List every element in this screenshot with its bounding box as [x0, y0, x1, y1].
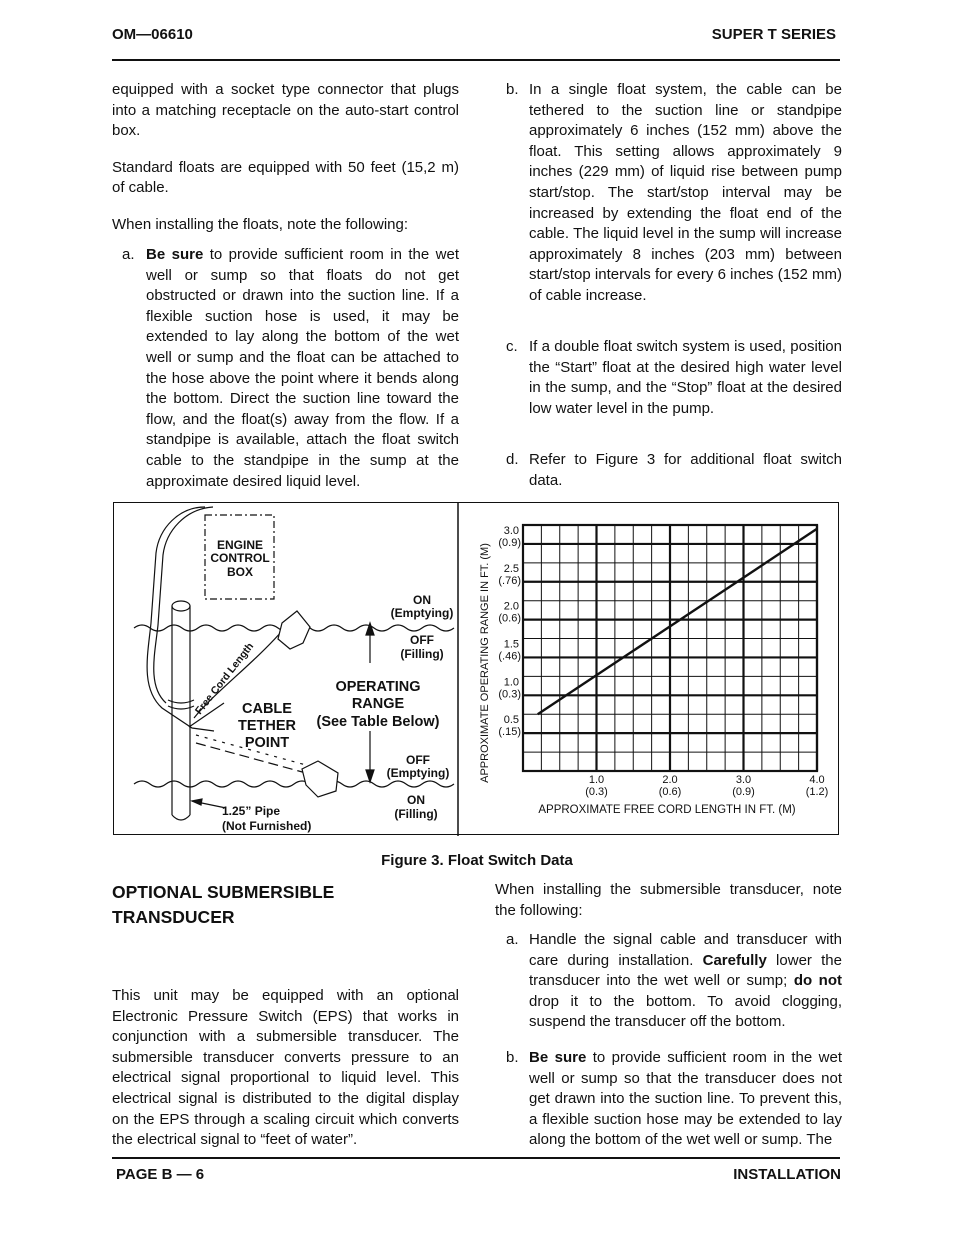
list-label-d: d. [506, 451, 519, 468]
y-tick-sublabel: (.76) [498, 574, 521, 587]
left-column [112, 80, 459, 236]
doc-number: OM—06610 [112, 26, 193, 43]
range-label-3: (See Table Below) [316, 714, 440, 730]
y-tick-label: 2.0 [503, 600, 519, 613]
list-item-d [506, 450, 842, 491]
page-number: PAGE B — 6 [116, 1166, 205, 1183]
box-label-2: CONTROL [210, 551, 270, 565]
list-item-a [122, 245, 459, 492]
tether-label-2: TETHER [238, 718, 296, 734]
x-tick-sublabel: (1.2) [805, 786, 829, 798]
cable-inner [154, 507, 213, 703]
cord-length-label: Free Cord Length [192, 640, 257, 717]
tether-label-1: CABLE [242, 701, 292, 717]
transducer-item-b [506, 1048, 842, 1151]
chapter-name: INSTALLATION [733, 1166, 841, 1183]
y-tick-label: 0.5 [503, 714, 519, 727]
section-title-line-2: TRANSDUCER [112, 907, 235, 927]
on-bottom-label: ON [407, 793, 425, 807]
x-tick-label: 4.0 [809, 774, 825, 786]
range-chart [479, 525, 828, 816]
y-tick-sublabel: (0.6) [498, 612, 521, 625]
x-tick-sublabel: (0.9) [732, 786, 755, 798]
x-tick-label: 2.0 [662, 774, 678, 786]
list-item-c [506, 337, 842, 419]
pipe-top [172, 601, 190, 611]
range-arrow-down [366, 770, 374, 782]
low-water-line [134, 781, 454, 787]
off-bottom-label: OFF [406, 753, 430, 767]
upper-float [278, 611, 310, 649]
pipe-leader-arrow [192, 799, 202, 805]
left-paragraph-2: Standard floats are equipped with 50 feet (15,2 m) of cable. [112, 158, 459, 197]
pipe-bottom [172, 815, 190, 820]
lower-float [302, 761, 338, 797]
y-tick-label: 1.0 [503, 676, 519, 689]
header-rule [112, 59, 840, 61]
x-axis-label: APPROXIMATE FREE CORD LENGTH IN FT. (M) [538, 804, 796, 816]
x-tick-label: 3.0 [735, 774, 752, 786]
left-paragraph-3: When installing the floats, note the following: [112, 215, 409, 233]
list-a-text: to provide sufficient room in the wet well or sump so that floats do not get obstructed or drawn into the suction line. If a flexible suction hose is used, it may be extended to lay along the bottom of the wet well or sump and the float can be attached to the hose above the point where it bends along the bottom. Direct the suction line toward the flow, and the float(s) away from the flow. If a standpipe is available, attach the float switch cable to the standpipe in the sump at the approximate desired liquid level. [146, 246, 459, 490]
footer-rule [112, 1157, 840, 1159]
list-a-bold: Be sure [146, 246, 204, 263]
transducer-b-text: to provide sufficient room in the wet well or sump so that the transducer does not get drawn into the suction line. To prevent this, a flexible suction hose may be extended to lay along the bottom of the wet well or sump. The [529, 1049, 842, 1149]
pipe-label-1: 1.25” Pipe [222, 804, 281, 818]
series-title: SUPER T SERIES [711, 26, 836, 43]
transducer-item-a [506, 930, 842, 1033]
section-paragraph [112, 986, 459, 1151]
list-label-c: c. [506, 338, 518, 355]
on-top-label: ON [413, 593, 431, 607]
transducer-intro-text: When installing the submersible transducer, note the following: [495, 881, 842, 919]
transducer-a-bold-2: do not [793, 972, 842, 990]
off-top-label: OFF [410, 633, 434, 647]
list-label-a: a. [122, 246, 135, 263]
list-c-text: If a double float switch system is used, position the “Start” float at the desired high water level in the sump, and the “Stop” float at the desired low water level in the pump. [529, 338, 842, 417]
tether-label-3: POINT [244, 735, 290, 751]
x-tick-sublabel: (0.3) [585, 786, 608, 798]
x-tick-sublabel: (0.6) [658, 786, 682, 798]
on-bottom-sub: (Filling) [394, 807, 438, 821]
x-tick-label: 1.0 [588, 774, 605, 786]
y-axis-label: APPROXIMATE OPERATING RANGE IN FT. (M) [479, 543, 491, 783]
transducer-intro [495, 880, 842, 921]
list-d-text: Refer to Figure 3 for additional float switch data. [529, 451, 842, 489]
transducer-a-text-1: Handle the signal cable and transducer with care during installation. [529, 931, 842, 969]
off-top-sub: (Filling) [400, 647, 444, 661]
section-title [112, 880, 334, 930]
figure-svg [114, 503, 840, 836]
y-tick-sublabel: (0.9) [498, 536, 521, 549]
transducer-a-text-3: drop it to the bottom. To avoid clogging, suspend the transducer off the bottom. [529, 992, 842, 1031]
on-top-sub: (Emptying) [390, 606, 454, 620]
y-tick-sublabel: (0.3) [498, 688, 521, 701]
pipe-label-2: (Not Furnished) [222, 819, 312, 833]
box-label-1: ENGINE [216, 538, 264, 552]
figure-caption: Figure 3. Float Switch Data [381, 852, 573, 869]
y-tick-label: 2.5 [503, 562, 519, 575]
y-tick-label: 1.5 [503, 638, 519, 651]
transducer-a-text-2: lower the transducer into the wet well or sump; [529, 951, 842, 990]
list-label-b: b. [506, 81, 519, 98]
range-label-2: RANGE [351, 696, 405, 712]
section-title-line-1: OPTIONAL SUBMERSIBLE [112, 882, 335, 902]
list-b-text: In a single float system, the cable can be tethered to the suction line or standpipe approximately 6 inches (152 mm) above the float. This setting allows approximately 9 inches (229 mm) of liquid rise between pump start/stop. The start/stop interval may be increased by extending the float end of the cable. The liquid level in the sump will increase approximately 8 inches (203 mm) between start/stop intervals for every 6 inches (152 mm) of cable increase. [529, 81, 842, 304]
left-paragraph-1: equipped with a socket type connector that plugs into a matching receptacle on the auto-start control box. [112, 81, 459, 140]
box-label-3: BOX [226, 565, 254, 579]
transducer-label-a: a. [506, 931, 519, 948]
transducer-label-b: b. [506, 1049, 519, 1066]
transducer-b-bold: Be sure [529, 1049, 587, 1066]
y-tick-sublabel: (.46) [498, 650, 521, 663]
series-line [538, 529, 817, 714]
figure-3 [113, 502, 839, 835]
range-label-1: OPERATING [335, 679, 421, 695]
y-tick-sublabel: (.15) [498, 726, 521, 739]
list-item-b [506, 80, 842, 307]
y-tick-label: 3.0 [503, 524, 519, 537]
section-paragraph-text: This unit may be equipped with an optional Electronic Pressure Switch (EPS) that works in conjunction with a submersible transducer. The submersible transducer converts pressure to an electrical signal proportional to liquid level. This electrical signal is distributed to the digital display on the EPS through a scaling circuit which converts the electrical signal to “feet of water”. [112, 987, 459, 1149]
off-bottom-sub: (Emptying) [386, 766, 450, 780]
transducer-a-bold-1: Carefully [702, 951, 767, 969]
